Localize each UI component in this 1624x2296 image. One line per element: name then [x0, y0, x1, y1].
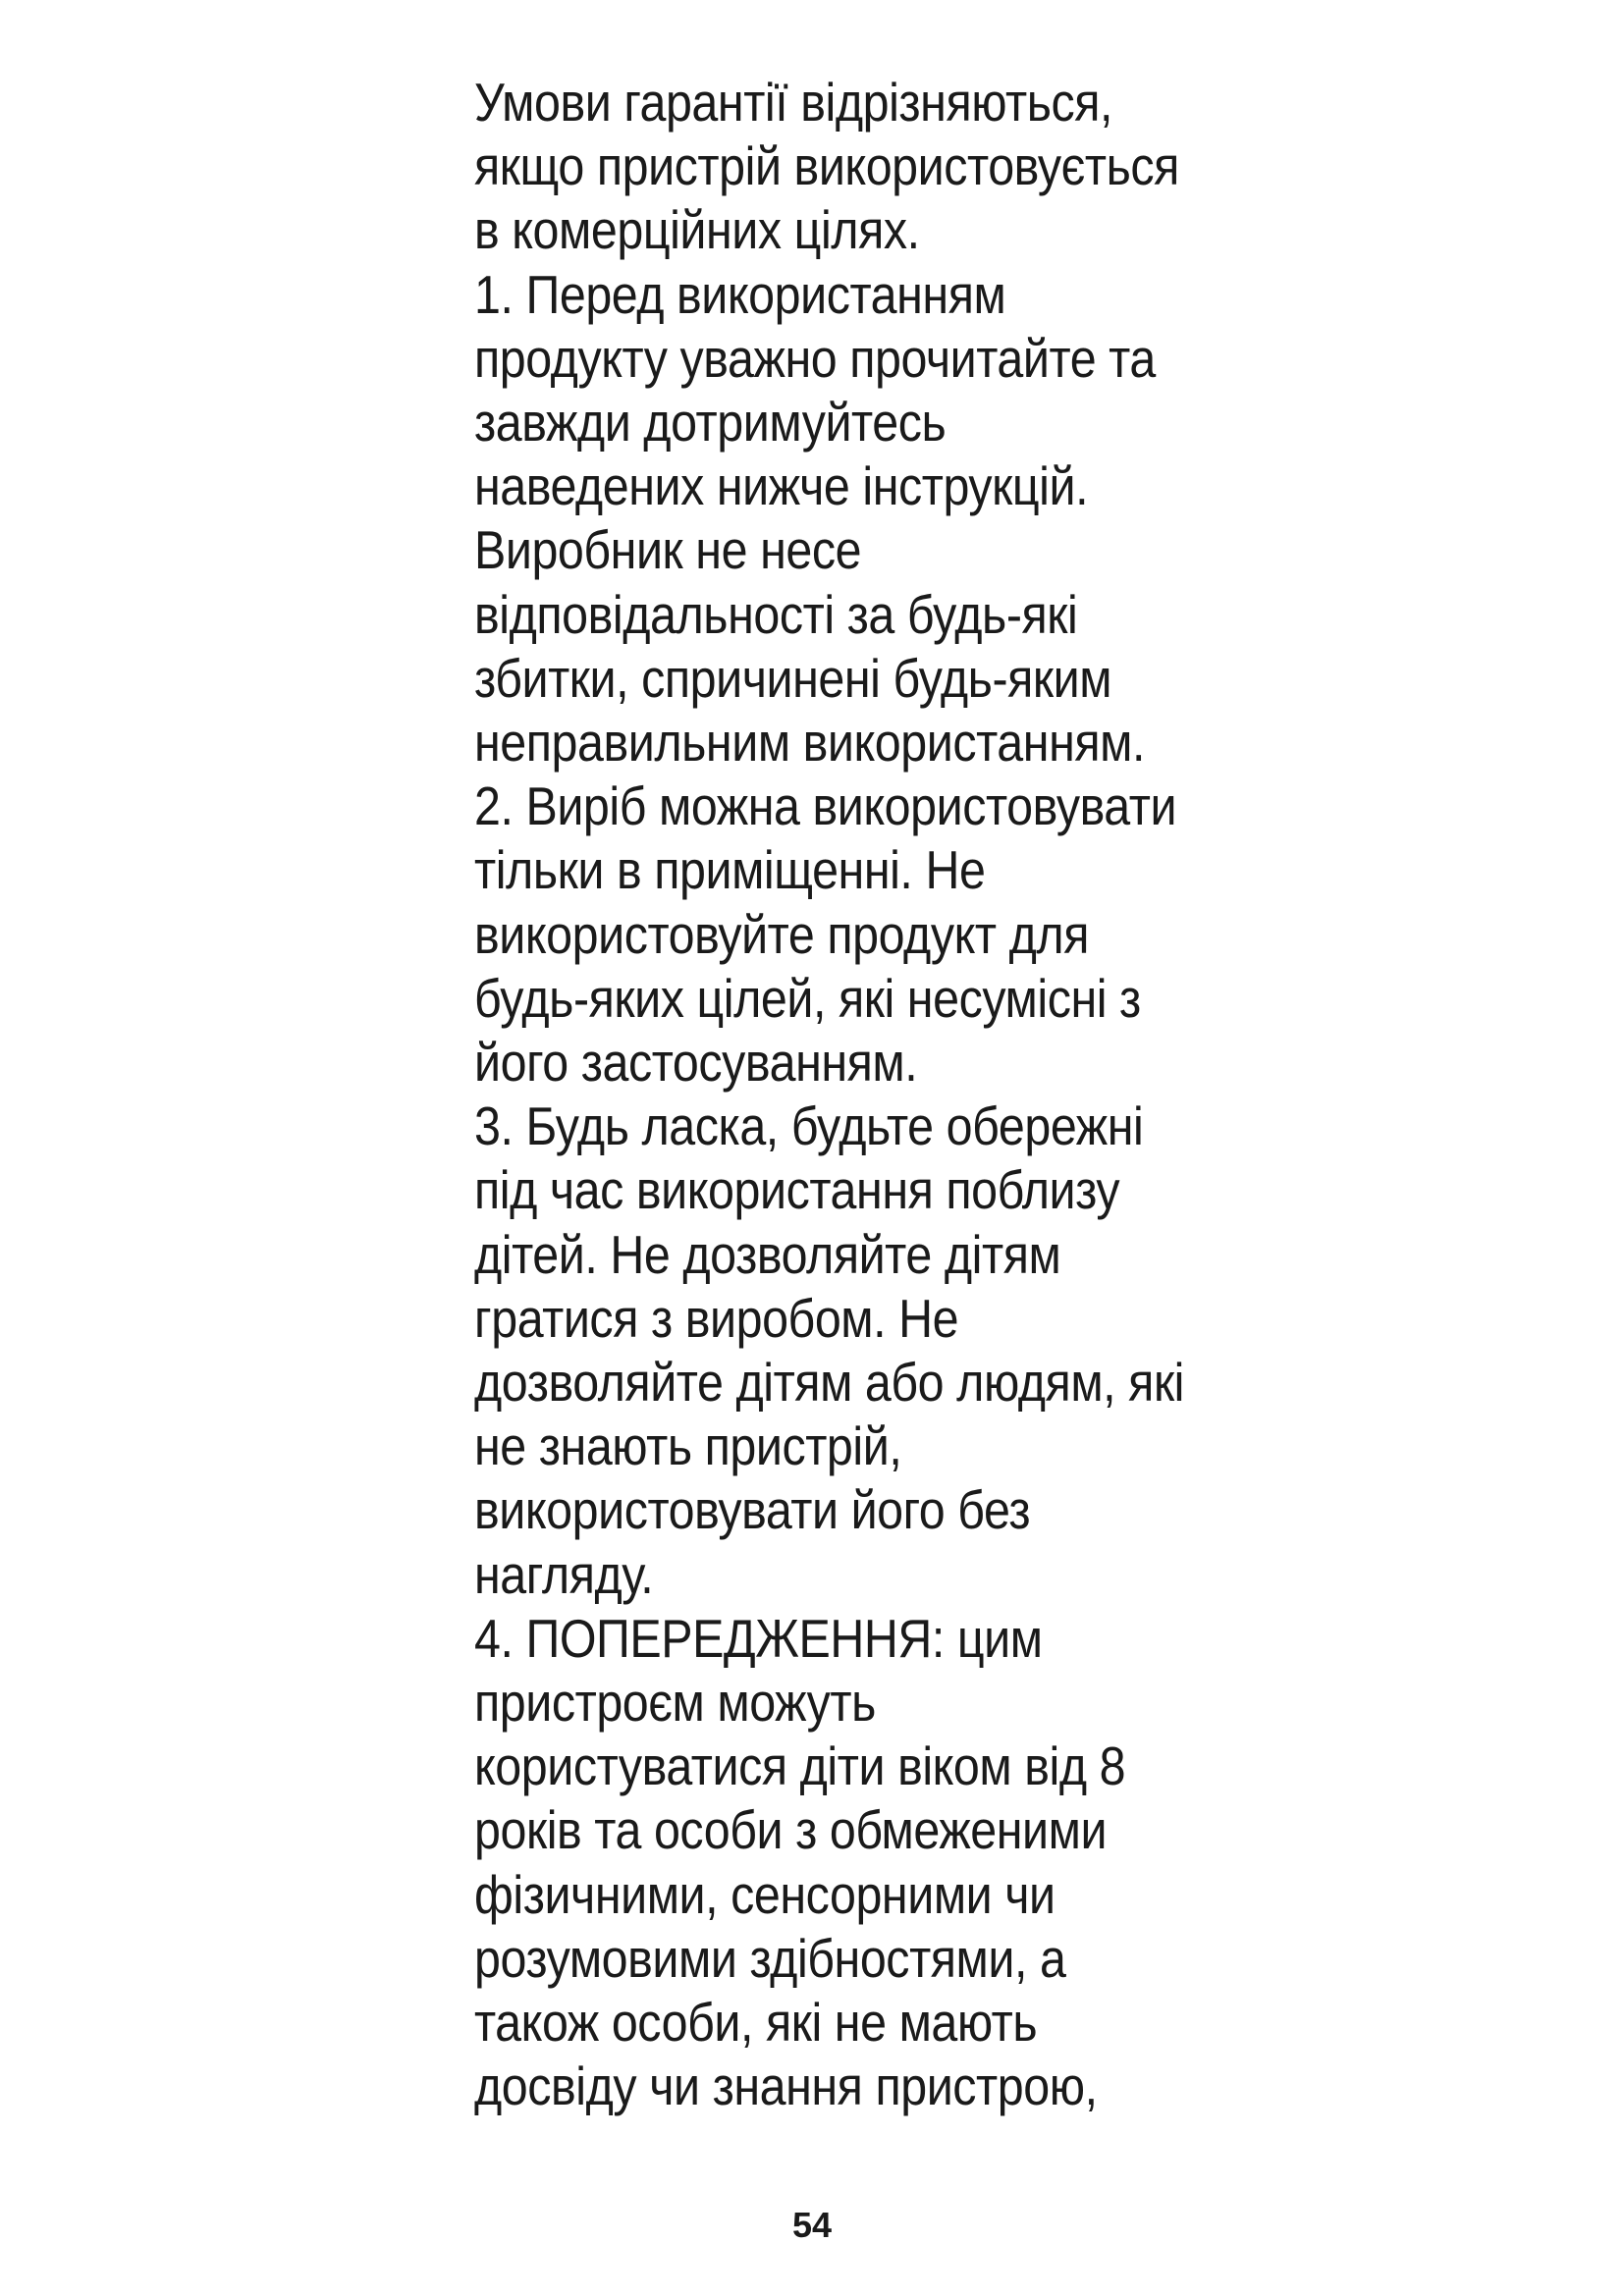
text-line: його застосуванням. [474, 1032, 918, 1094]
text-line: використовувати його без [474, 1479, 1031, 1541]
text-line: наведених нижче інструкцій. [474, 455, 1089, 517]
text-line: відповідальності за будь-які [474, 583, 1078, 645]
text-line: використовуйте продукт для [474, 903, 1089, 965]
text-line: нагляду. [474, 1543, 654, 1605]
text-line: пристроєм можуть [474, 1672, 876, 1734]
text-line: будь-яких цілей, які несумісні з [474, 967, 1141, 1029]
text-line: досвіду чи знання пристрою, [474, 2056, 1098, 2117]
text-line: завжди дотримуйтесь [474, 392, 947, 454]
text-line: 2. Виріб можна використовувати [474, 775, 1177, 837]
text-line: збитки, спричинені будь-яким [474, 647, 1112, 709]
text-line: гратися з виробом. Не [474, 1287, 959, 1349]
text-line: Умови гарантії відрізняються, [474, 72, 1113, 133]
text-line: тільки в приміщенні. Не [474, 839, 986, 901]
text-line: Виробник не несе [474, 519, 862, 581]
text-line: 1. Перед використанням [474, 263, 1006, 325]
text-line: не знають пристрій, [474, 1415, 902, 1477]
text-line: дозволяйте дітям або людям, які [474, 1352, 1185, 1414]
text-line: дітей. Не дозволяйте дітям [474, 1223, 1061, 1285]
text-line: 4. ПОПЕРЕДЖЕННЯ: цим [474, 1607, 1043, 1669]
text-line: продукту уважно прочитайте та [474, 327, 1156, 389]
text-line: користуватися діти віком від 8 [474, 1735, 1126, 1797]
text-line: неправильним використанням. [474, 712, 1145, 774]
page-number: 54 [791, 2205, 833, 2245]
text-line: якщо пристрій використовується [474, 135, 1179, 197]
text-line: 3. Будь ласка, будьте обережні [474, 1095, 1144, 1157]
text-line: під час використання поблизу [474, 1159, 1120, 1221]
text-line: також особи, які не мають [474, 1992, 1038, 2054]
text-line: років та особи з обмеженими [474, 1799, 1108, 1861]
body-text [474, 71, 1185, 2119]
text-line: розумовими здібностями, а [474, 1927, 1066, 1989]
text-line: фізичними, сенсорними чи [474, 1863, 1056, 1925]
text-line: в комерційних цілях. [474, 199, 920, 261]
